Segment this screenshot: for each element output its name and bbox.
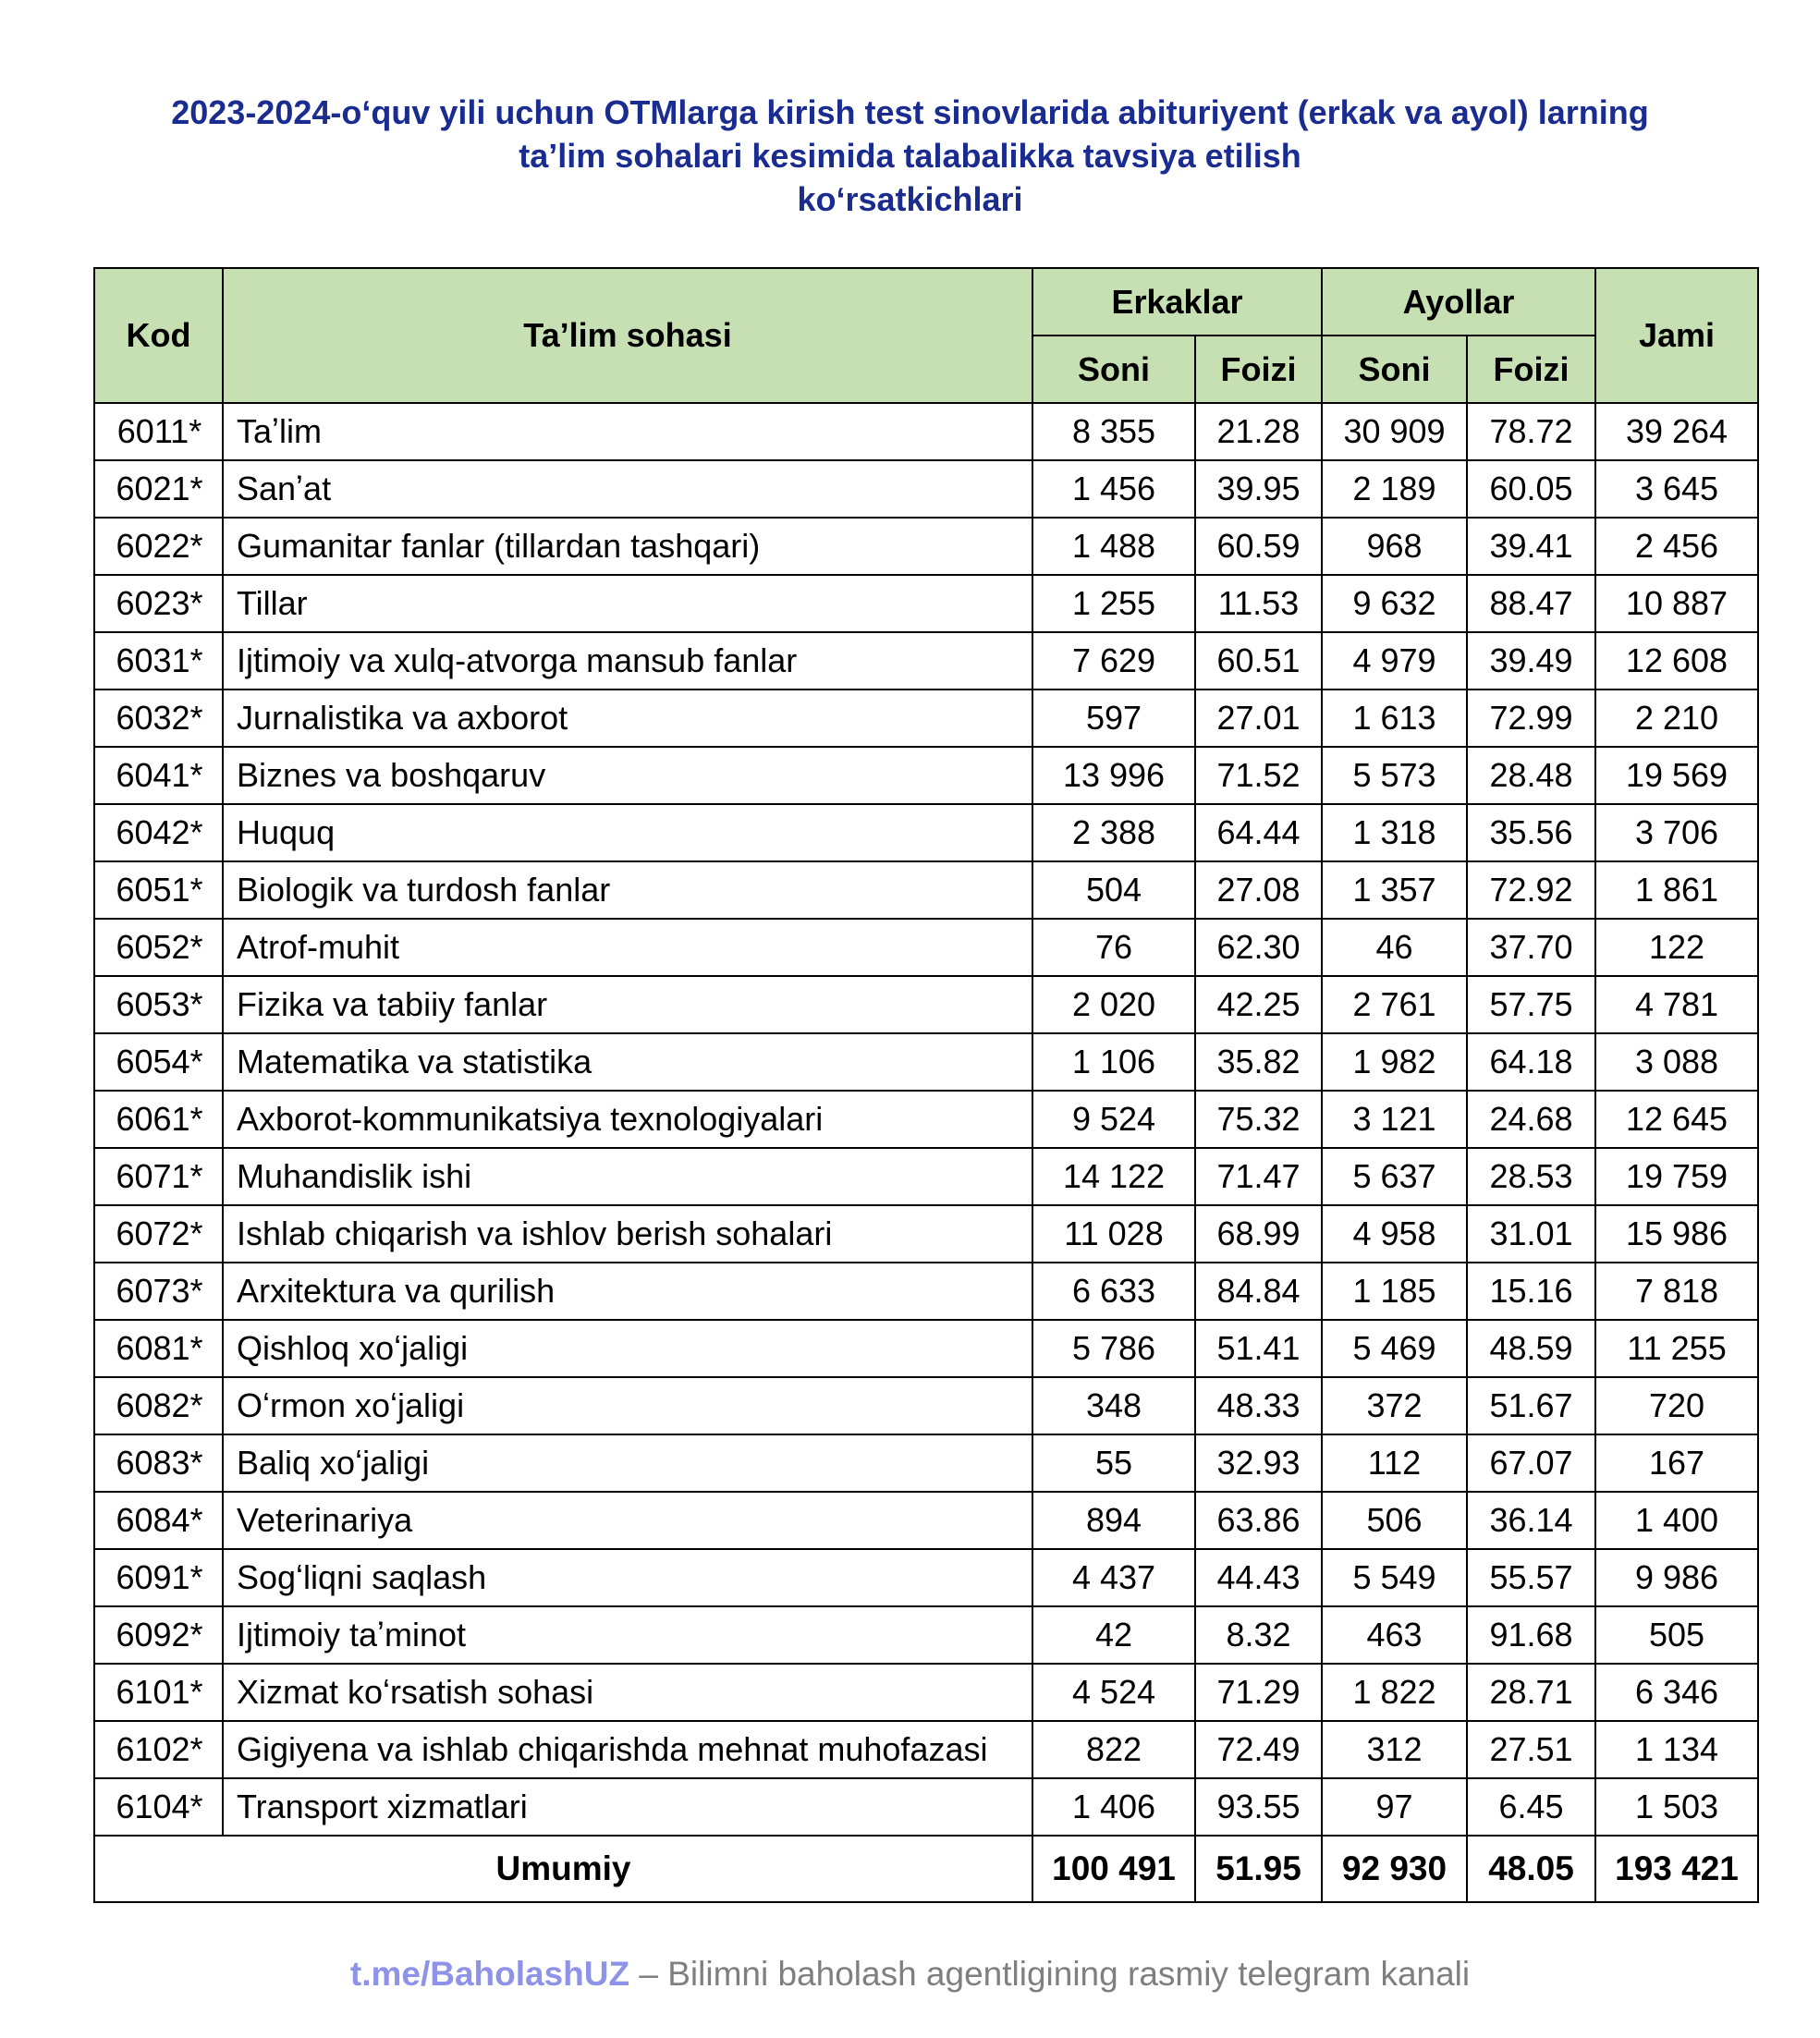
cell-erkaklar-foizi: 27.01 [1195,690,1322,747]
cell-erkaklar-foizi: 84.84 [1195,1263,1322,1320]
header-ayollar-soni: Soni [1322,336,1467,403]
page-title [0,91,1820,221]
cell-erkaklar-soni: 13 996 [1032,747,1195,804]
header-erkaklar-foizi: Foizi [1195,336,1322,403]
cell-erkaklar-foizi: 32.93 [1195,1434,1322,1492]
cell-jami: 167 [1595,1434,1758,1492]
footer [0,1955,1820,1994]
cell-erkaklar-foizi: 71.29 [1195,1664,1322,1721]
cell-kod: 6032* [94,690,223,747]
cell-ayollar-foizi: 39.49 [1467,632,1595,690]
cell-erkaklar-foizi: 27.08 [1195,861,1322,919]
cell-erkaklar-foizi: 93.55 [1195,1778,1322,1836]
cell-jami: 9 986 [1595,1549,1758,1606]
cell-jami: 122 [1595,919,1758,976]
cell-ayollar-foizi: 55.57 [1467,1549,1595,1606]
total-erkaklar-soni: 100 491 [1032,1836,1195,1902]
cell-kod: 6091* [94,1549,223,1606]
cell-jami: 720 [1595,1377,1758,1434]
cell-erkaklar-foizi: 71.47 [1195,1148,1322,1205]
cell-jami: 2 456 [1595,518,1758,575]
cell-kod: 6011* [94,403,223,460]
cell-jami: 39 264 [1595,403,1758,460]
cell-ayollar-foizi: 91.68 [1467,1606,1595,1664]
total-erkaklar-foizi: 51.95 [1195,1836,1322,1902]
cell-ayollar-soni: 4 958 [1322,1205,1467,1263]
cell-jami: 1 400 [1595,1492,1758,1549]
cell-ayollar-soni: 968 [1322,518,1467,575]
cell-kod: 6071* [94,1148,223,1205]
header-erkaklar: Erkaklar [1032,268,1322,336]
cell-soha: Gumanitar fanlar (tillardan tashqari) [223,518,1032,575]
total-label: Umumiy [94,1836,1032,1902]
cell-jami: 19 569 [1595,747,1758,804]
cell-kod: 6031* [94,632,223,690]
cell-erkaklar-soni: 822 [1032,1721,1195,1778]
cell-jami: 1 134 [1595,1721,1758,1778]
cell-kod: 6101* [94,1664,223,1721]
cell-jami: 6 346 [1595,1664,1758,1721]
table-row [94,690,1758,747]
cell-kod: 6092* [94,1606,223,1664]
cell-kod: 6054* [94,1033,223,1091]
table-row [94,1091,1758,1148]
cell-kod: 6022* [94,518,223,575]
cell-erkaklar-soni: 4 524 [1032,1664,1195,1721]
cell-erkaklar-foizi: 72.49 [1195,1721,1322,1778]
total-ayollar-soni: 92 930 [1322,1836,1467,1902]
cell-ayollar-foizi: 35.56 [1467,804,1595,861]
cell-erkaklar-soni: 55 [1032,1434,1195,1492]
cell-kod: 6073* [94,1263,223,1320]
cell-erkaklar-soni: 597 [1032,690,1195,747]
cell-erkaklar-soni: 6 633 [1032,1263,1195,1320]
table-row [94,1721,1758,1778]
cell-erkaklar-soni: 1 406 [1032,1778,1195,1836]
cell-erkaklar-foizi: 51.41 [1195,1320,1322,1377]
title-line-1: 2023-2024-oʻquv yili uchun OTMlarga kirish test sinovlarida abituriyent (erkak va ayol) larning [171,93,1649,131]
table-row [94,1664,1758,1721]
cell-erkaklar-foizi: 62.30 [1195,919,1322,976]
cell-jami: 19 759 [1595,1148,1758,1205]
cell-kod: 6081* [94,1320,223,1377]
cell-ayollar-soni: 5 637 [1322,1148,1467,1205]
cell-erkaklar-foizi: 44.43 [1195,1549,1322,1606]
cell-ayollar-foizi: 28.53 [1467,1148,1595,1205]
cell-kod: 6084* [94,1492,223,1549]
table-row [94,1606,1758,1664]
cell-erkaklar-soni: 14 122 [1032,1148,1195,1205]
telegram-link[interactable]: t.me/BaholashUZ [349,1955,630,1993]
total-jami: 193 421 [1595,1836,1758,1902]
cell-ayollar-soni: 2 189 [1322,460,1467,518]
cell-erkaklar-soni: 348 [1032,1377,1195,1434]
cell-soha: Transport xizmatlari [223,1778,1032,1836]
cell-soha: Veterinariya [223,1492,1032,1549]
cell-ayollar-foizi: 67.07 [1467,1434,1595,1492]
cell-soha: Biznes va boshqaruv [223,747,1032,804]
cell-erkaklar-foizi: 39.95 [1195,460,1322,518]
title-line-2: taʼlim sohalari kesimida talabalikka tavsiya etilish [519,137,1301,175]
table-row [94,976,1758,1033]
cell-erkaklar-foizi: 48.33 [1195,1377,1322,1434]
cell-soha: Ijtimoiy taʼminot [223,1606,1032,1664]
table-row [94,1148,1758,1205]
cell-erkaklar-soni: 5 786 [1032,1320,1195,1377]
cell-ayollar-foizi: 27.51 [1467,1721,1595,1778]
cell-erkaklar-soni: 76 [1032,919,1195,976]
cell-ayollar-foizi: 48.59 [1467,1320,1595,1377]
header-erkaklar-soni: Soni [1032,336,1195,403]
cell-ayollar-soni: 2 761 [1322,976,1467,1033]
cell-jami: 505 [1595,1606,1758,1664]
cell-ayollar-soni: 3 121 [1322,1091,1467,1148]
cell-kod: 6042* [94,804,223,861]
cell-jami: 11 255 [1595,1320,1758,1377]
cell-ayollar-soni: 5 469 [1322,1320,1467,1377]
cell-ayollar-soni: 1 185 [1322,1263,1467,1320]
cell-erkaklar-soni: 11 028 [1032,1205,1195,1263]
cell-ayollar-soni: 312 [1322,1721,1467,1778]
cell-ayollar-foizi: 28.71 [1467,1664,1595,1721]
cell-ayollar-soni: 30 909 [1322,403,1467,460]
cell-jami: 2 210 [1595,690,1758,747]
cell-erkaklar-foizi: 60.51 [1195,632,1322,690]
table-row [94,1320,1758,1377]
cell-ayollar-foizi: 64.18 [1467,1033,1595,1091]
header-ayollar: Ayollar [1322,268,1595,336]
table-row [94,1205,1758,1263]
cell-ayollar-soni: 463 [1322,1606,1467,1664]
cell-soha: Tillar [223,575,1032,632]
cell-jami: 12 608 [1595,632,1758,690]
cell-erkaklar-soni: 8 355 [1032,403,1195,460]
cell-jami: 3 706 [1595,804,1758,861]
table-row [94,1549,1758,1606]
cell-jami: 4 781 [1595,976,1758,1033]
cell-erkaklar-foizi: 71.52 [1195,747,1322,804]
table-row [94,1434,1758,1492]
cell-kod: 6083* [94,1434,223,1492]
cell-erkaklar-foizi: 21.28 [1195,403,1322,460]
cell-erkaklar-soni: 2 020 [1032,976,1195,1033]
cell-ayollar-soni: 46 [1322,919,1467,976]
title-line-3: koʻrsatkichlari [797,180,1023,218]
cell-ayollar-foizi: 6.45 [1467,1778,1595,1836]
header-kod: Kod [94,268,223,403]
cell-soha: Jurnalistika va axborot [223,690,1032,747]
header-soha: Taʼlim sohasi [223,268,1032,403]
cell-ayollar-soni: 5 549 [1322,1549,1467,1606]
cell-kod: 6072* [94,1205,223,1263]
cell-soha: Huquq [223,804,1032,861]
cell-ayollar-soni: 1 822 [1322,1664,1467,1721]
cell-erkaklar-soni: 9 524 [1032,1091,1195,1148]
cell-erkaklar-soni: 7 629 [1032,632,1195,690]
table-row [94,403,1758,460]
cell-soha: Gigiyena va ishlab chiqarishda mehnat muhofazasi [223,1721,1032,1778]
cell-erkaklar-soni: 1 255 [1032,575,1195,632]
table-body [94,403,1758,1836]
header-jami: Jami [1595,268,1758,403]
cell-soha: Biologik va turdosh fanlar [223,861,1032,919]
cell-kod: 6053* [94,976,223,1033]
cell-kod: 6061* [94,1091,223,1148]
cell-ayollar-foizi: 88.47 [1467,575,1595,632]
cell-ayollar-soni: 9 632 [1322,575,1467,632]
cell-erkaklar-soni: 504 [1032,861,1195,919]
table-row [94,460,1758,518]
cell-erkaklar-foizi: 42.25 [1195,976,1322,1033]
cell-ayollar-foizi: 51.67 [1467,1377,1595,1434]
cell-erkaklar-foizi: 60.59 [1195,518,1322,575]
cell-erkaklar-foizi: 63.86 [1195,1492,1322,1549]
cell-erkaklar-foizi: 8.32 [1195,1606,1322,1664]
cell-ayollar-foizi: 37.70 [1467,919,1595,976]
cell-kod: 6082* [94,1377,223,1434]
cell-soha: Ijtimoiy va xulq-atvorga mansub fanlar [223,632,1032,690]
cell-soha: Arxitektura va qurilish [223,1263,1032,1320]
cell-kod: 6041* [94,747,223,804]
cell-soha: Matematika va statistika [223,1033,1032,1091]
cell-ayollar-foizi: 31.01 [1467,1205,1595,1263]
cell-jami: 10 887 [1595,575,1758,632]
cell-ayollar-foizi: 24.68 [1467,1091,1595,1148]
cell-ayollar-foizi: 39.41 [1467,518,1595,575]
cell-erkaklar-foizi: 64.44 [1195,804,1322,861]
cell-ayollar-soni: 5 573 [1322,747,1467,804]
cell-jami: 1 861 [1595,861,1758,919]
cell-erkaklar-foizi: 75.32 [1195,1091,1322,1148]
table-row [94,1377,1758,1434]
cell-soha: Xizmat koʻrsatish sohasi [223,1664,1032,1721]
table-row [94,804,1758,861]
footer-text: – Bilimni baholash agentligining rasmiy telegram kanali [629,1955,1471,1993]
cell-jami: 15 986 [1595,1205,1758,1263]
table-row [94,1263,1758,1320]
cell-ayollar-foizi: 28.48 [1467,747,1595,804]
total-row [94,1836,1758,1902]
cell-erkaklar-soni: 2 388 [1032,804,1195,861]
table-row [94,518,1758,575]
cell-erkaklar-foizi: 35.82 [1195,1033,1322,1091]
cell-ayollar-soni: 97 [1322,1778,1467,1836]
table-row [94,1778,1758,1836]
cell-erkaklar-foizi: 68.99 [1195,1205,1322,1263]
cell-jami: 3 088 [1595,1033,1758,1091]
cell-jami: 12 645 [1595,1091,1758,1148]
cell-ayollar-soni: 506 [1322,1492,1467,1549]
cell-kod: 6104* [94,1778,223,1836]
header-ayollar-foizi: Foizi [1467,336,1595,403]
cell-soha: Taʼlim [223,403,1032,460]
cell-soha: Sanʼat [223,460,1032,518]
cell-soha: Fizika va tabiiy fanlar [223,976,1032,1033]
cell-soha: Axborot-kommunikatsiya texnologiyalari [223,1091,1032,1148]
cell-ayollar-soni: 372 [1322,1377,1467,1434]
cell-ayollar-foizi: 57.75 [1467,976,1595,1033]
cell-ayollar-foizi: 72.99 [1467,690,1595,747]
cell-kod: 6052* [94,919,223,976]
table-row [94,1033,1758,1091]
cell-ayollar-foizi: 78.72 [1467,403,1595,460]
cell-kod: 6023* [94,575,223,632]
cell-soha: Muhandislik ishi [223,1148,1032,1205]
cell-ayollar-soni: 4 979 [1322,632,1467,690]
cell-ayollar-soni: 1 318 [1322,804,1467,861]
cell-jami: 7 818 [1595,1263,1758,1320]
statistics-table [93,267,1759,1903]
cell-erkaklar-soni: 1 456 [1032,460,1195,518]
cell-ayollar-foizi: 36.14 [1467,1492,1595,1549]
cell-ayollar-soni: 1 357 [1322,861,1467,919]
table-row [94,747,1758,804]
cell-ayollar-foizi: 15.16 [1467,1263,1595,1320]
cell-kod: 6021* [94,460,223,518]
cell-erkaklar-soni: 42 [1032,1606,1195,1664]
table-row [94,575,1758,632]
table-row [94,919,1758,976]
cell-ayollar-soni: 112 [1322,1434,1467,1492]
cell-ayollar-soni: 1 613 [1322,690,1467,747]
cell-erkaklar-soni: 894 [1032,1492,1195,1549]
cell-ayollar-foizi: 60.05 [1467,460,1595,518]
cell-soha: Ishlab chiqarish va ishlov berish sohalari [223,1205,1032,1263]
table-row [94,1492,1758,1549]
table-row [94,632,1758,690]
cell-erkaklar-foizi: 11.53 [1195,575,1322,632]
cell-ayollar-foizi: 72.92 [1467,861,1595,919]
table-row [94,861,1758,919]
cell-jami: 1 503 [1595,1778,1758,1836]
cell-ayollar-soni: 1 982 [1322,1033,1467,1091]
cell-soha: Qishloq xoʻjaligi [223,1320,1032,1377]
cell-kod: 6102* [94,1721,223,1778]
cell-soha: Sogʻliqni saqlash [223,1549,1032,1606]
cell-soha: Atrof-muhit [223,919,1032,976]
cell-erkaklar-soni: 1 106 [1032,1033,1195,1091]
cell-jami: 3 645 [1595,460,1758,518]
cell-soha: Baliq xoʻjaligi [223,1434,1032,1492]
cell-soha: Oʻrmon xoʻjaligi [223,1377,1032,1434]
cell-kod: 6051* [94,861,223,919]
cell-erkaklar-soni: 4 437 [1032,1549,1195,1606]
total-ayollar-foizi: 48.05 [1467,1836,1595,1902]
cell-erkaklar-soni: 1 488 [1032,518,1195,575]
